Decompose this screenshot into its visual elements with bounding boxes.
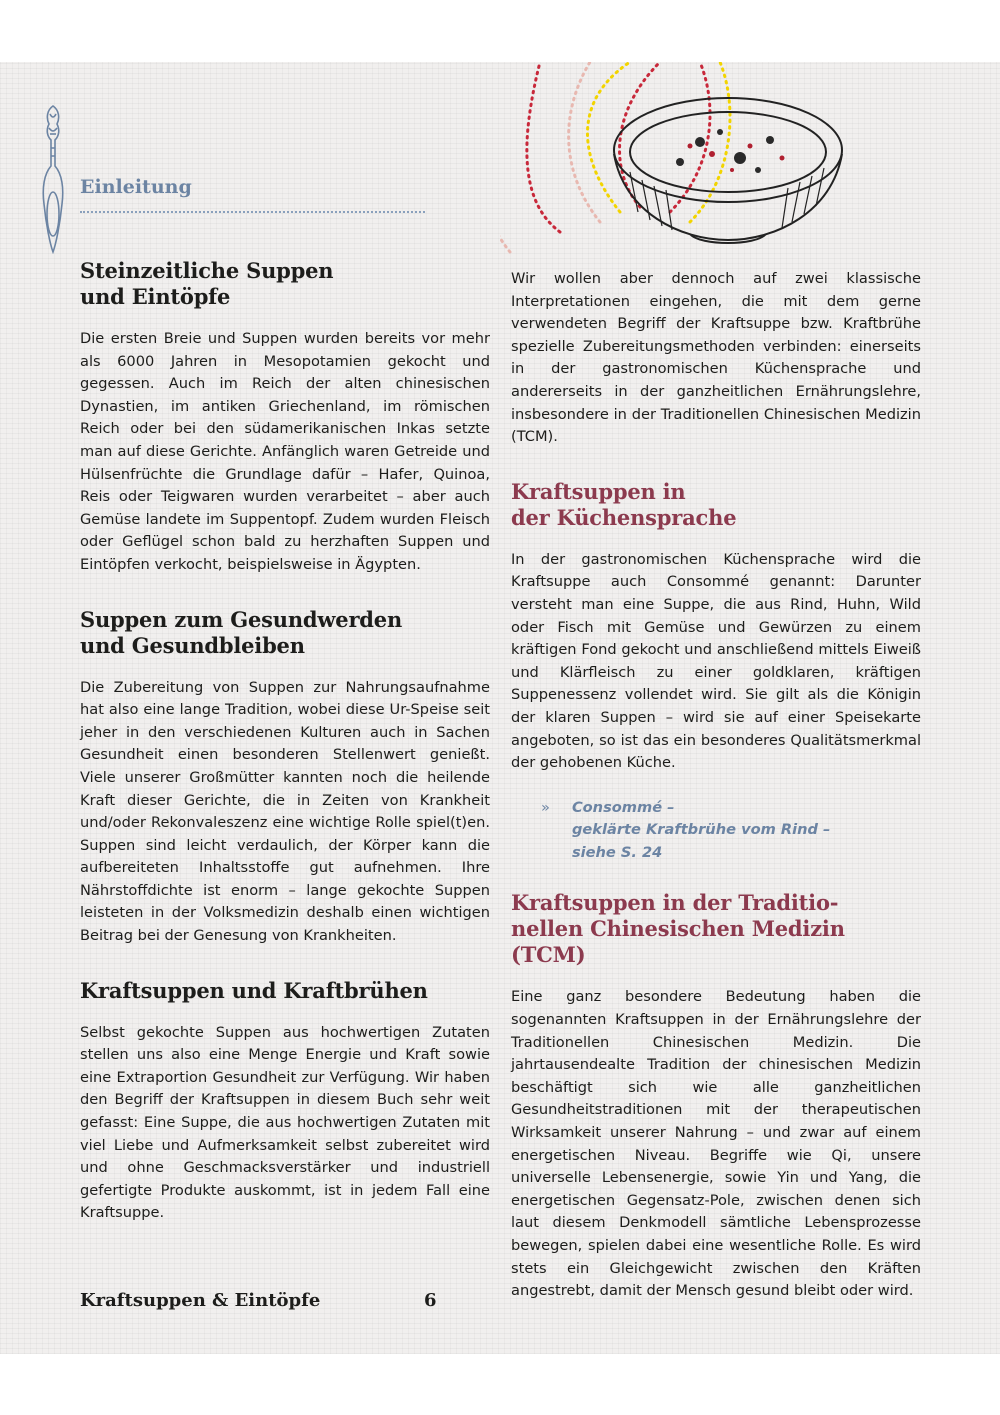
heading-tcm — [511, 890, 921, 968]
heading-line: (TCM) — [511, 942, 586, 968]
double-chevron-icon: » — [541, 798, 550, 816]
page-number: 6 — [424, 1290, 437, 1311]
spoon-icon — [38, 104, 68, 254]
heading-line: und Gesundbleiben — [80, 632, 305, 658]
section-divider — [80, 211, 425, 213]
footer-book-title: Kraftsuppen & Eintöpfe — [80, 1290, 321, 1311]
heading-line: nellen Chinesischen Medizin — [511, 916, 845, 942]
reference-line: geklärte Kraftbrühe vom Rind – — [571, 821, 831, 839]
section-label: Einleitung — [80, 176, 192, 198]
left-column — [80, 258, 490, 1247]
paragraph-steinzeit: Die ersten Breie und Suppen wurden bereits vor mehr als 6000 Jahren in Mesopotamien gekocht und gegessen. Auch im Reich der alten chinesischen Dynastien, im antiken Griechenland, im römischen Reich oder bei den südamerikanischen Inkas setzte man auf diese Gerichte. Anfänglich waren Getreide und Hülsenfrüchte die Grundlage dafür – Hafer, Quinoa, Reis oder Teigwaren wurden verarbeitet – aber auch Gemüse landete im Suppentopf. Zudem wurden Fleisch oder Geflügel schon bald zu herzhaften Suppen und Eintöpfen verkocht, beispielsweise in Ägypten. — [80, 330, 490, 573]
paragraph-kuechensprache: In der gastronomischen Küchensprache wird die Kraftsuppe auch Consommé genannt: Darunter versteht man eine Suppe, die aus Rind, Huhn, Wild oder Fisch mit Gemüse und Gewürzen zu einem kräftigen Fond gekocht und anschließend mittels Eiweiß und Klärfleisch zu einer goldklaren, kräftigen Suppenessenz vollendet wird. Sie gilt als die Königin der klaren Suppen – wird sie auf einer Speisekarte angeboten, so ist das ein besonderes Qualitätsmerkmal der gehobenen Küche. — [511, 550, 921, 772]
paragraph-tcm: Eine ganz besondere Bedeutung haben die sogenannten Kraftsuppen in der Ernährungslehre der Traditionellen Chinesischen Medizin. Die jahrtausendealte Tradition der chinesischen Medizin beschäftigt sich wie alle ganzheitlichen Gesundheitstraditionen mit der therapeutischen Wirksamkeit unserer Nahrung – und zwar auf einem energetischen Niveau. Begriffe wie Qi, unsere universelle Lebensenergie, sowie Yin und Yang, die energetischen Gegensatz-Pole, zwischen denen sich laut diesem Denkmodell sämtliche Lebensprozesse bewegen, spielen dabei eine wesentliche Rolle. Es wird stets ein Gleichgewicht zwischen den Kräften angestrebt, damit der Mensch gesund bleibt oder wird. — [511, 988, 921, 1300]
heading-line: und Eintöpfe — [80, 284, 231, 309]
reference-line: Consommé – — [571, 798, 675, 816]
heading-line: Suppen zum Gesundwerden — [80, 606, 403, 632]
right-column — [511, 268, 921, 1325]
paragraph-intro: Wir wollen aber dennoch auf zwei klassische Interpretationen eingehen, die mit dem gerne verwendeten Begriff der Kraftsuppe bzw. Kraftbrühe spezielle Zubereitungsmethoden verbinden: einerseits in der gastronomischen Küchensprache und andererseits in der ganzheitlichen Ernährungslehre, insbesondere in der Traditionellen Chinesischen Medizin (TCM). — [511, 270, 921, 446]
paragraph-kraftsuppen: Selbst gekochte Suppen aus hochwertigen Zutaten stellen uns also eine Menge Energie und Kraft sowie eine Extraportion Gesundheit zur Verfügung. Wir haben den Begriff der Kraftsuppen in diesem Buch sehr weit gefasst: Eine Suppe, die aus hochwertigen Zutaten mit viel Liebe und Aufmerksamkeit selbst zubereitet wird und ohne Geschmacksverstärker und industriell gefertigte Produkte auskommt, ist in jedem Fall eine Kraftsuppe. — [80, 1023, 490, 1222]
soup-bowl-illustration — [500, 62, 860, 262]
heading-kuechensprache — [511, 479, 921, 531]
heading-line: Kraftsuppen in der Traditio- — [511, 890, 839, 916]
heading-line: der Küchensprache — [511, 504, 737, 530]
recipe-reference[interactable] — [541, 797, 921, 865]
recipe-reference-text — [572, 797, 830, 865]
heading-line: Steinzeitliche Suppen — [80, 258, 334, 283]
heading-steinzeitliche-suppen — [80, 258, 490, 310]
reference-line: siehe S. 24 — [571, 843, 663, 861]
heading-kraftsuppen-kraftbruehen: Kraftsuppen und Kraftbrühen — [80, 977, 428, 1003]
heading-line: Kraftsuppen in — [511, 478, 686, 504]
paragraph-gesundwerden: Die Zubereitung von Suppen zur Nahrungsaufnahme hat also eine lange Tradition, wobei diese Ur-Speise seit jeher in den verschiedenen Kulturen auch in Sachen Gesundheit einen besonderen Stellenwert genießt. Viele unserer Großmütter kannten noch die heilende Kraft dieser Gerichte, die in Zeiten von Krankheit und/oder Rekonvaleszenz eine wichtige Rolle spiel(t)en. Suppen sind leicht verdaulich, der Körper kann die aufbereiteten Inhaltsstoffe gut aufnehmen. Ihre Nährstoffdichte ist enorm – lange gekochte Suppen leisteten in der Volksmedizin deshalb einen wichtigen Beitrag bei der Genesung von Krankheiten. — [80, 678, 490, 945]
heading-gesundwerden — [80, 607, 490, 659]
